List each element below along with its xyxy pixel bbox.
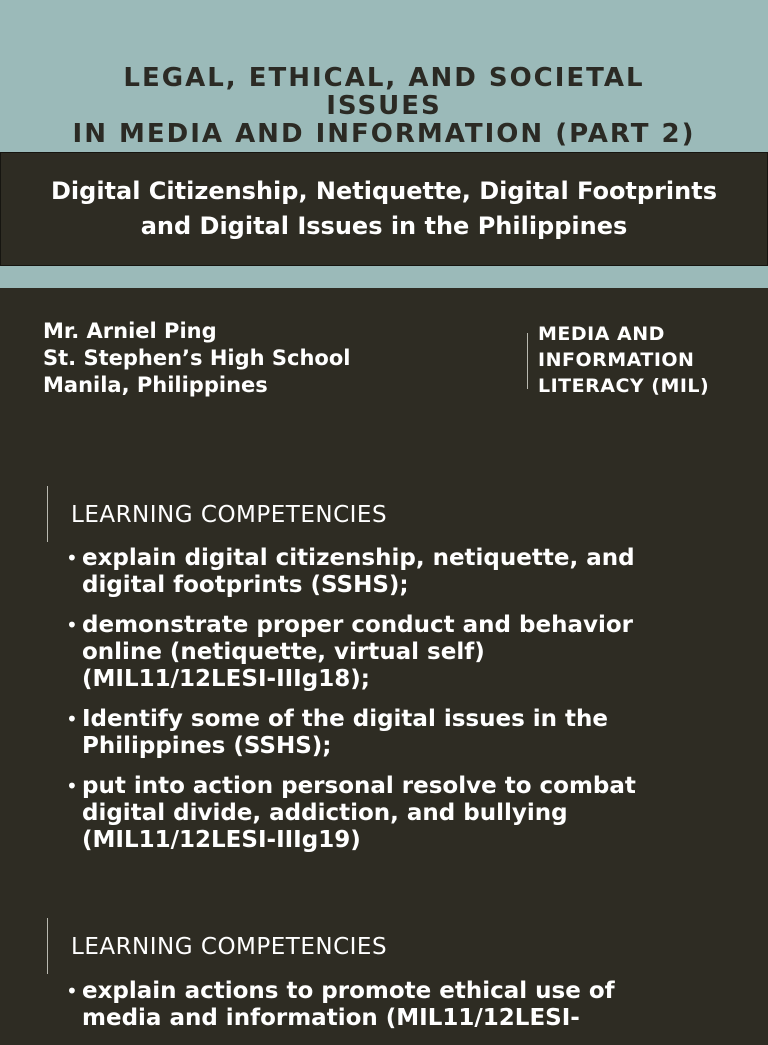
list-item-line: media and information (MIL11/12LESI- [82,1005,580,1031]
list-item-line: explain digital citizenship, netiquette, and [82,545,635,571]
slide-subtitle-line: Digital Citizenship, Netiquette, Digital Footprints [51,177,717,205]
bullet-icon: • [66,707,78,731]
slide-title [0,64,768,148]
competency-list [66,978,756,1045]
slide-title-line: ISSUES [326,91,442,121]
course-label-line: LITERACY (MIL) [538,375,710,397]
section-divider [47,918,48,974]
list-item [66,545,756,599]
list-item-line: explain actions to promote ethical use of [82,978,615,1004]
course-divider [527,333,528,389]
list-item-line: Identify some of the digital issues in the [82,706,609,732]
list-item-line: digital footprints (SSHS); [82,572,409,598]
course-label-line: INFORMATION [538,349,695,371]
author-location: Manila, Philippines [43,373,268,397]
author-name: Mr. Arniel Ping [43,319,217,343]
bullet-icon: • [66,979,78,1003]
bullet-icon: • [66,546,78,570]
course-label [538,321,709,399]
section-divider [47,486,48,542]
divider-band [0,266,768,288]
list-item [66,706,756,760]
course-label-line: MEDIA AND [538,323,665,345]
slide-title-line: LEGAL, ETHICAL, AND SOCIETAL [123,63,645,93]
slide-subtitle [0,174,768,244]
slide-subtitle-line: and Digital Issues in the Philippines [140,212,628,240]
list-item-line: (MIL11/12LESI-IIIg18); [82,666,370,692]
list-item [66,773,756,854]
list-item [66,612,756,693]
list-item-line: put into action personal resolve to combat [82,773,636,799]
bullet-icon: • [66,774,78,798]
list-item-line: (MIL11/12LESI-IIIg19) [82,827,361,853]
slide-title-line: IN MEDIA AND INFORMATION (PART 2) [72,119,696,149]
competency-list [66,545,756,867]
list-item-line: Philippines (SSHS); [82,733,332,759]
bullet-icon: • [66,613,78,637]
author-school: St. Stephen’s High School [43,346,351,370]
list-item-line: digital divide, addiction, and bullying [82,800,568,826]
list-item-line: online (netiquette, virtual self) [82,639,485,665]
author-info [43,318,350,399]
section-heading: LEARNING COMPETENCIES [71,934,388,960]
section-heading: LEARNING COMPETENCIES [71,502,388,528]
list-item-line: demonstrate proper conduct and behavior [82,612,634,638]
